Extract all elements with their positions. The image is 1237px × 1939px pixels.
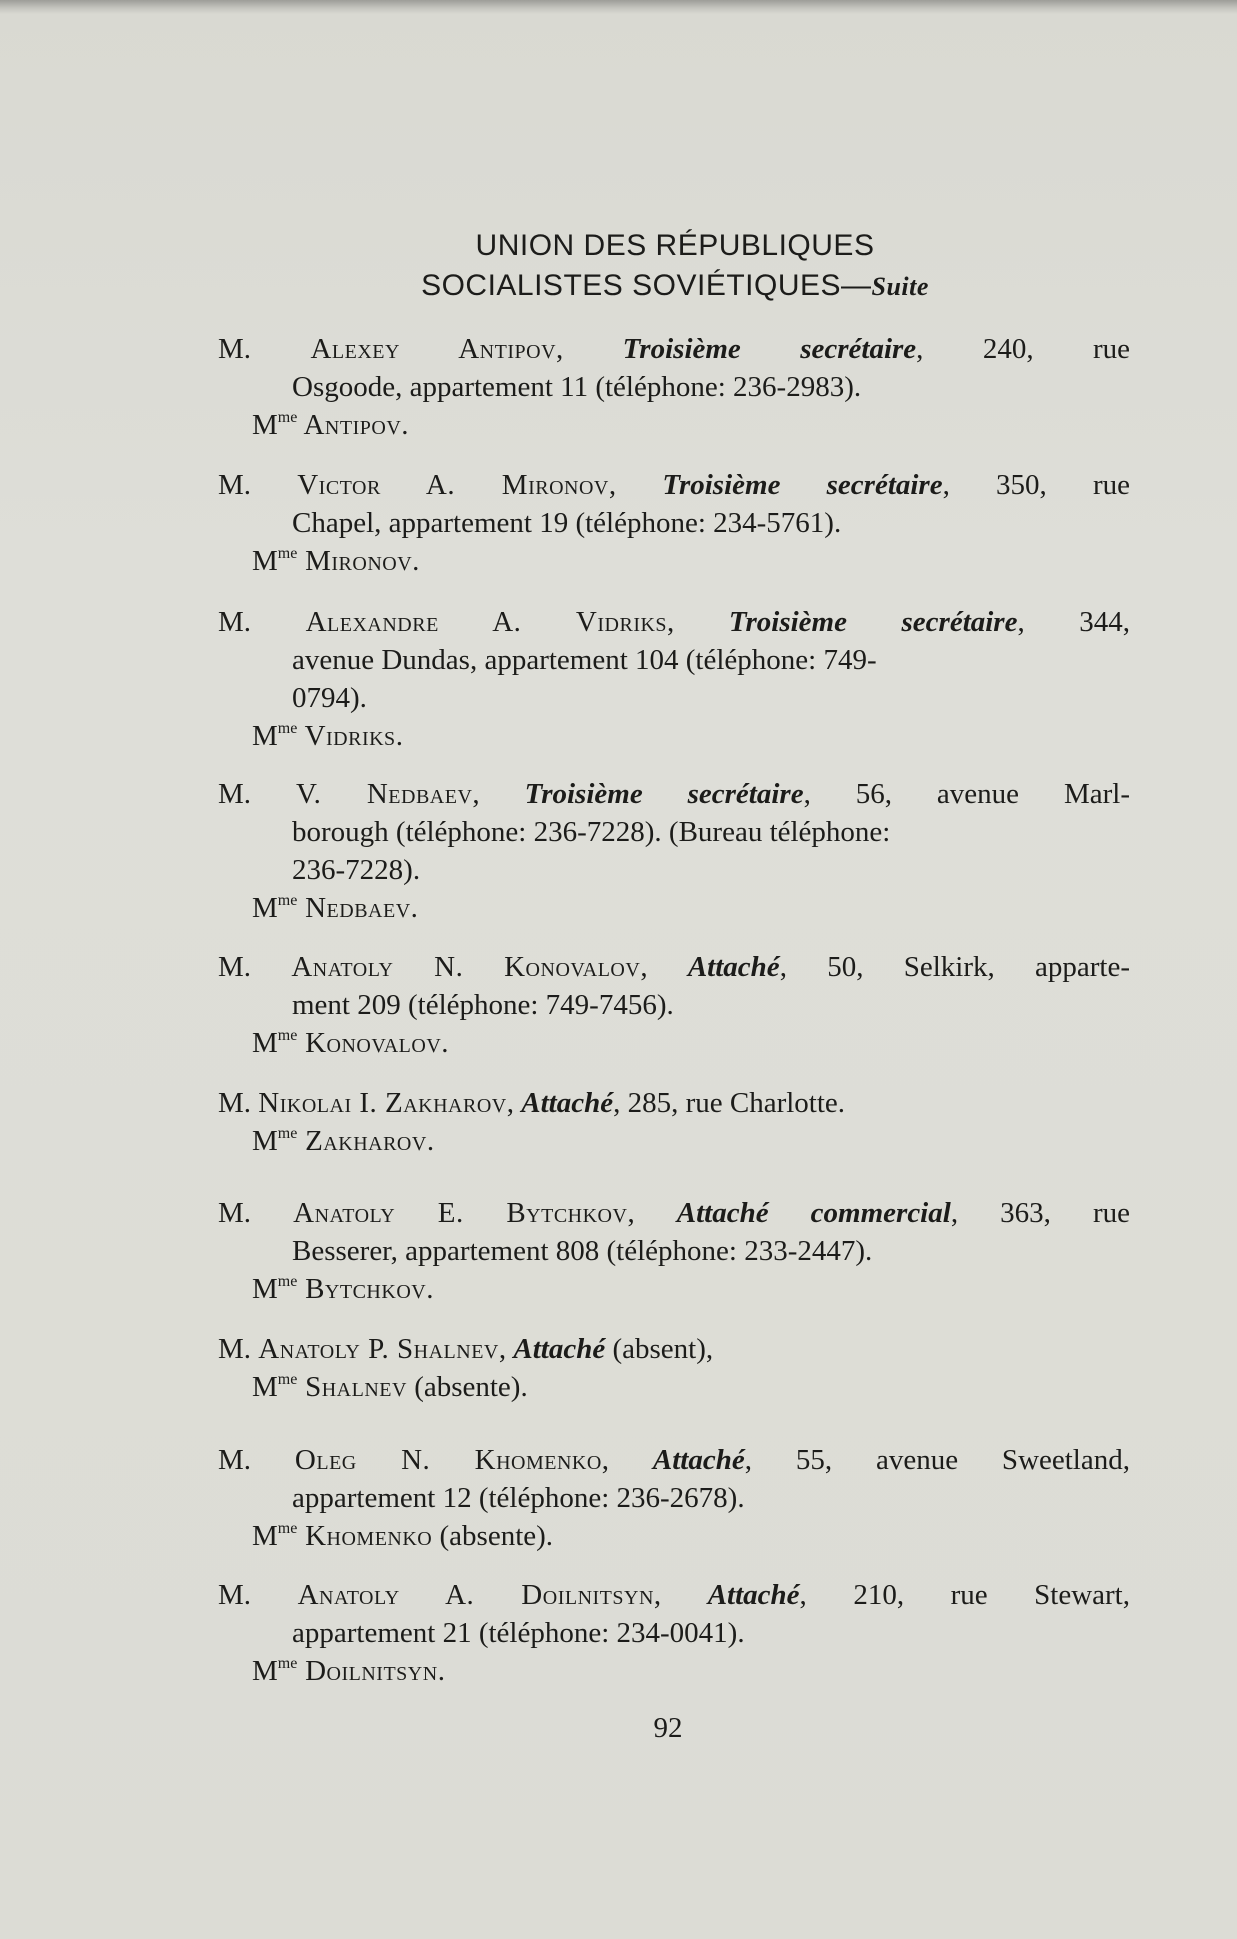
entry-spouse [218, 1517, 1130, 1555]
entry-sep: , [653, 1579, 708, 1611]
entry-prefix: M. [218, 1333, 259, 1365]
entry-name: Alexandre A. Vidriks [305, 606, 668, 638]
heading-line-2-text: SOCIALISTES SOVIÉTIQUES— [421, 269, 872, 302]
entry-address-start: , 55, avenue Sweetland, [744, 1444, 1130, 1476]
spouse-prefix: M [252, 1125, 278, 1157]
entry-name: Oleg N. Khomenko [294, 1444, 602, 1476]
entry-continuation-line: 0794). [292, 682, 367, 714]
entry-title: Attaché commercial [676, 1197, 951, 1229]
spouse-prefix: M [252, 545, 278, 577]
entry-prefix: M. [218, 606, 306, 638]
spouse-name: Bytchkov [297, 1273, 427, 1305]
entry-title: Troisième secrétaire [622, 333, 917, 365]
entry-address-start: , 344, [1017, 606, 1131, 638]
entry-address-start: , 363, rue [950, 1197, 1130, 1229]
entry-title: Attaché [521, 1087, 614, 1119]
entry-title: Troisième secrétaire [728, 606, 1018, 638]
entry-prefix: M. [218, 951, 292, 983]
spouse-name: Mironov [297, 545, 413, 577]
spouse-sup: me [277, 1273, 298, 1290]
spouse-sup: me [277, 1655, 298, 1672]
directory-entry [218, 1194, 1130, 1308]
spouse-rest: (absente). [406, 1371, 528, 1403]
spouse-prefix: M [252, 1655, 278, 1687]
spouse-name: Shalnev [297, 1371, 407, 1403]
entry-name: Anatoly A. Doilnitsyn [297, 1579, 654, 1611]
entry-spouse [218, 1122, 1130, 1160]
spouse-sup: me [277, 545, 298, 562]
entry-spouse [218, 1024, 1130, 1062]
spouse-name: Antipov [297, 409, 402, 441]
entry-sep: , [472, 778, 525, 810]
directory-entry [218, 466, 1130, 580]
entry-first-line [218, 1084, 1130, 1122]
entry-continuation-line: Besserer, appartement 808 (téléphone: 233-2447). [292, 1235, 873, 1267]
spouse-sup: me [277, 1520, 298, 1537]
entry-address-start: , 285, rue Charlotte. [613, 1087, 846, 1119]
entry-first-line [218, 466, 1130, 504]
directory-entry [218, 1084, 1130, 1160]
spouse-name: Khomenko [297, 1520, 433, 1552]
entry-name: Anatoly N. Konovalov [291, 951, 641, 983]
entry-continuation-line: borough (téléphone: 236-7228). (Bureau téléphone: [292, 816, 891, 848]
entry-first-line [218, 1194, 1130, 1232]
entry-address-start: , 240, rue [916, 333, 1131, 365]
entry-address-start: , 210, rue Stewart, [799, 1579, 1130, 1611]
heading-line-2 [200, 268, 1150, 305]
entry-prefix: M. [218, 333, 311, 365]
entry-prefix: M. [218, 469, 298, 501]
entry-spouse [218, 889, 1130, 927]
entry-spouse [218, 717, 1130, 755]
entry-address-start: , 56, avenue Marl- [803, 778, 1130, 810]
entry-title: Attaché [652, 1444, 745, 1476]
entry-prefix: M. [218, 1579, 298, 1611]
entry-sep: , [498, 1333, 514, 1365]
entry-address-start: , 350, rue [942, 469, 1131, 501]
spouse-name: Nedbaev [297, 892, 411, 924]
entry-continuation-line: Chapel, appartement 19 (téléphone: 234-5761). [292, 507, 842, 539]
spouse-name: Zakharov [297, 1125, 427, 1157]
spouse-sup: me [277, 1125, 298, 1142]
entry-first-line [218, 1576, 1130, 1614]
entry-name: Anatoly E. Bytchkov [293, 1197, 628, 1229]
entry-first-line [218, 948, 1130, 986]
spouse-prefix: M [252, 1027, 278, 1059]
entry-address-start: , 50, Selkirk, apparte- [779, 951, 1131, 983]
spouse-name: Doilnitsyn [297, 1655, 438, 1687]
entry-spouse [218, 1652, 1130, 1690]
spouse-rest: . [426, 1125, 435, 1157]
spouse-rest: . [426, 1273, 434, 1305]
entry-sep: , [640, 951, 688, 983]
entry-title: Troisième secrétaire [662, 469, 943, 501]
directory-entry [218, 1576, 1130, 1690]
entry-title: Attaché [513, 1333, 606, 1365]
entry-continuation-line: avenue Dundas, appartement 104 (téléphone: 749- [292, 644, 877, 676]
entry-continuation-line: appartement 12 (téléphone: 236-2678). [292, 1482, 745, 1514]
entry-sep: , [556, 333, 623, 365]
heading-line-1: UNION DES RÉPUBLIQUES [475, 229, 875, 262]
spouse-prefix: M [252, 409, 278, 441]
entry-continuation-line: Osgoode, appartement 11 (téléphone: 236-2983). [292, 371, 862, 403]
directory-entry [218, 948, 1130, 1062]
spouse-rest: . [395, 720, 403, 752]
entry-name: Victor A. Mironov [297, 469, 609, 501]
entry-prefix: M. [218, 1197, 294, 1229]
entry-first-line [218, 330, 1130, 368]
directory-entry [218, 330, 1130, 444]
spouse-sup: me [277, 1371, 298, 1388]
page-number: 92 [653, 1712, 683, 1744]
spouse-rest: . [410, 892, 418, 924]
spouse-sup: me [277, 1027, 298, 1044]
entry-sep: , [627, 1197, 677, 1229]
entry-spouse [218, 1368, 1130, 1406]
page-top-edge [0, 0, 1237, 14]
entry-continuation-line: ment 209 (téléphone: 749-7456). [292, 989, 674, 1021]
entry-spouse [218, 1270, 1130, 1308]
spouse-prefix: M [252, 1371, 278, 1403]
spouse-prefix: M [252, 892, 278, 924]
entry-sep: , [608, 469, 663, 501]
spouse-rest: . [401, 409, 409, 441]
entry-spouse [218, 406, 1130, 444]
spouse-name: Konovalov [297, 1027, 442, 1059]
heading-suite: Suite [871, 272, 929, 301]
spouse-rest: (absente). [432, 1520, 554, 1552]
entry-sep: , [601, 1444, 653, 1476]
spouse-rest: . [412, 545, 420, 577]
spouse-rest: . [441, 1027, 449, 1059]
entry-first-line [218, 1441, 1130, 1479]
spouse-prefix: M [252, 1273, 278, 1305]
entry-name: Nikolai I. Zakharov [258, 1087, 507, 1119]
entry-sep: , [506, 1087, 522, 1119]
entry-prefix: M. [218, 1444, 295, 1476]
entry-first-line [218, 775, 1130, 813]
entry-continuation-line: appartement 21 (téléphone: 234-0041). [292, 1617, 745, 1649]
entry-title: Attaché [707, 1579, 800, 1611]
entry-name: Anatoly P. Shalnev [258, 1333, 499, 1365]
directory-entry [218, 1441, 1130, 1555]
entry-sep: , [667, 606, 729, 638]
spouse-prefix: M [252, 720, 278, 752]
directory-entry [218, 1330, 1130, 1406]
spouse-sup: me [277, 409, 298, 426]
entry-prefix: M. [218, 1087, 259, 1119]
entry-first-line [218, 1330, 1130, 1368]
spouse-sup: me [277, 892, 298, 909]
spouse-rest: . [437, 1655, 445, 1687]
entry-first-line [218, 603, 1130, 641]
entry-prefix: M. [218, 778, 296, 810]
entry-title: Attaché [687, 951, 780, 983]
entry-title: Troisième secrétaire [524, 778, 804, 810]
entry-continuation-line: 236-7228). [292, 854, 421, 886]
entry-address-start: (absent), [605, 1333, 714, 1365]
directory-entry [218, 603, 1130, 755]
spouse-name: Vidriks [297, 720, 396, 752]
spouse-prefix: M [252, 1520, 278, 1552]
entry-name: V. Nedbaev [295, 778, 473, 810]
entry-name: Alexey Antipov [310, 333, 557, 365]
spouse-sup: me [277, 720, 298, 737]
entry-spouse [218, 542, 1130, 580]
directory-entry [218, 775, 1130, 927]
